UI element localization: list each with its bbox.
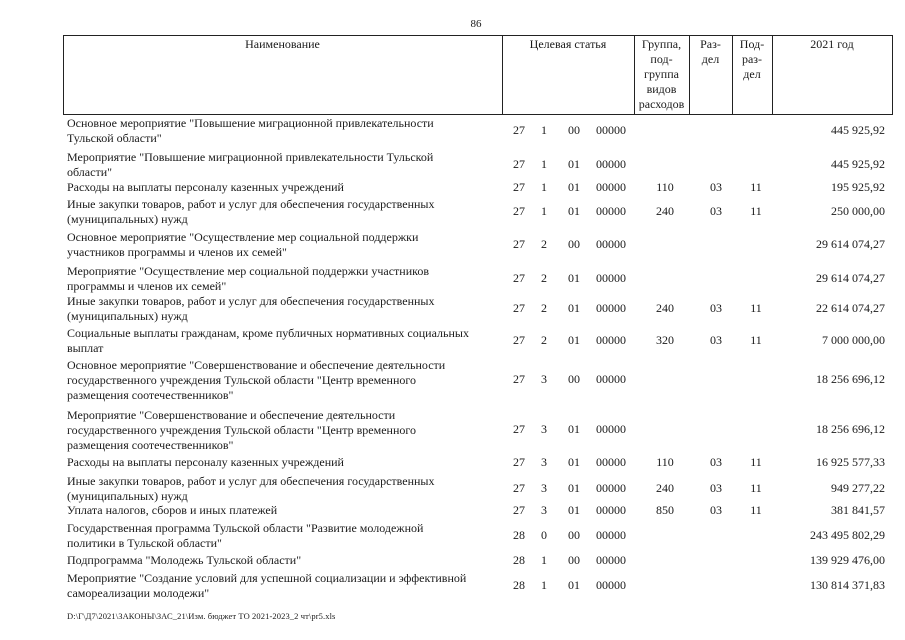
cell-subsection: 11 [750,481,762,495]
row-name-line: Расходы на выплаты персоналу казенных учреждений [67,455,344,469]
row-name-line: (муниципальных) нужд [67,309,188,323]
cell-amount: 195 925,92 [831,180,885,194]
cell-amount: 139 929 476,00 [810,553,885,567]
row-name [67,326,512,356]
row-name-line: Уплата налогов, сборов и иных платежей [67,503,278,517]
cell-program: 27 [513,237,525,251]
cell-section: 03 [710,204,722,218]
cell-group: 110 [656,455,674,469]
cell-code: 00000 [596,180,626,194]
cell-subprogram: 2 [541,301,547,315]
header-group-line: под- [650,52,673,66]
cell-subprogram: 3 [541,481,547,495]
cell-section: 03 [710,180,722,194]
cell-code: 00000 [596,204,626,218]
cell-subsection: 11 [750,180,762,194]
cell-subprogram: 1 [541,180,547,194]
row-name [67,474,512,504]
cell-section: 03 [710,481,722,495]
row-name [67,571,512,601]
cell-code: 00000 [596,578,626,592]
header-group-line: расходов [638,97,685,111]
cell-subprogram: 2 [541,237,547,251]
row-name [67,408,512,453]
row-name-line: Иные закупки товаров, работ и услуг для обеспечения государственных [67,474,435,488]
cell-code: 00000 [596,157,626,171]
row-name [67,521,512,551]
cell-amount: 445 925,92 [831,123,885,137]
table-row [0,408,905,453]
header-year: 2021 год [810,37,854,51]
header-group-line: Группа, [641,37,682,51]
header-group-line: группа [644,67,679,81]
cell-group: 320 [656,333,674,347]
row-name-line: (муниципальных) нужд [67,212,188,226]
cell-program: 27 [513,455,525,469]
cell-measure: 01 [568,204,580,218]
cell-amount: 445 925,92 [831,157,885,171]
cell-measure: 00 [568,528,580,542]
table-row [0,264,905,294]
cell-program: 27 [513,301,525,315]
cell-program: 27 [513,481,525,495]
header-subsection-line: раз- [741,52,763,66]
cell-measure: 00 [568,553,580,567]
table-row [0,503,905,518]
cell-code: 00000 [596,237,626,251]
cell-group: 110 [656,180,674,194]
cell-section: 03 [710,301,722,315]
cell-section: 03 [710,455,722,469]
table-row [0,474,905,504]
row-name [67,358,512,403]
cell-measure: 01 [568,455,580,469]
header-subsection-line: дел [743,67,761,81]
row-name [67,180,512,195]
cell-group: 240 [656,301,674,315]
cell-program: 27 [513,271,525,285]
table-row [0,180,905,195]
table-row [0,116,905,146]
table-row [0,571,905,601]
row-name [67,503,512,518]
cell-measure: 01 [568,481,580,495]
cell-code: 00000 [596,123,626,137]
cell-measure: 01 [568,301,580,315]
cell-program: 27 [513,157,525,171]
cell-program: 27 [513,123,525,137]
cell-amount: 250 000,00 [831,204,885,218]
row-name [67,116,512,146]
cell-program: 27 [513,372,525,386]
cell-code: 00000 [596,271,626,285]
cell-subsection: 11 [750,301,762,315]
cell-program: 27 [513,503,525,517]
cell-subprogram: 1 [541,553,547,567]
cell-subprogram: 3 [541,455,547,469]
cell-measure: 00 [568,237,580,251]
row-name [67,294,512,324]
cell-program: 27 [513,333,525,347]
cell-section: 03 [710,333,722,347]
table-row [0,358,905,403]
row-name-line: Иные закупки товаров, работ и услуг для обеспечения государственных [67,197,435,211]
cell-measure: 01 [568,578,580,592]
cell-measure: 00 [568,372,580,386]
cell-section: 03 [710,503,722,517]
row-name-line: Мероприятие "Совершенствование и обеспечение деятельности [67,408,396,422]
table-row [0,455,905,470]
cell-code: 00000 [596,503,626,517]
header-section-line: Раз- [700,37,721,51]
row-name-line: Расходы на выплаты персоналу казенных учреждений [67,180,344,194]
cell-subprogram: 3 [541,372,547,386]
cell-subsection: 11 [750,204,762,218]
table-row [0,553,905,568]
row-name-line: выплат [67,341,104,355]
row-name [67,197,512,227]
row-name [67,264,512,294]
cell-program: 27 [513,204,525,218]
file-path-footer: D:\Г\Д7\2021\ЗАКОНЫ\ЗАС_21\Изм. бюджет ТО 2021-2023_2 чт\pr5.xls [67,611,336,621]
cell-group: 850 [656,503,674,517]
cell-code: 00000 [596,528,626,542]
row-name-line: Основное мероприятие "Осуществление мер социальной поддержки [67,230,419,244]
cell-amount: 16 925 577,33 [816,455,885,469]
cell-amount: 29 614 074,27 [816,271,885,285]
row-name-line: Иные закупки товаров, работ и услуг для обеспечения государственных [67,294,435,308]
cell-subprogram: 2 [541,333,547,347]
row-name-line: области" [67,165,113,179]
cell-subprogram: 2 [541,271,547,285]
row-name-line: Мероприятие "Создание условий для успешной социализации и эффективной [67,571,467,585]
cell-group: 240 [656,204,674,218]
cell-amount: 243 495 802,29 [810,528,885,542]
cell-amount: 22 614 074,27 [816,301,885,315]
row-name-line: Тульской области" [67,131,162,145]
row-name-line: Социальные выплаты гражданам, кроме публичных нормативных социальных [67,326,469,340]
cell-amount: 381 841,57 [831,503,885,517]
row-name-line: государственного учреждения Тульской области "Центр временного [67,373,417,387]
cell-measure: 01 [568,271,580,285]
cell-subprogram: 1 [541,123,547,137]
row-name-line: размещения соотечественников" [67,438,234,452]
cell-measure: 01 [568,180,580,194]
table-row [0,521,905,551]
cell-program: 28 [513,553,525,567]
row-name-line: (муниципальных) нужд [67,489,188,503]
row-name [67,553,512,568]
cell-amount: 130 814 371,83 [810,578,885,592]
cell-subprogram: 1 [541,578,547,592]
row-name-line: самореализации молодежи" [67,586,210,600]
cell-measure: 01 [568,333,580,347]
header-group-line: видов [646,82,677,96]
cell-amount: 18 256 696,12 [816,372,885,386]
row-name-line: Мероприятие "Повышение миграционной привлекательности Тульской [67,150,434,164]
table-row [0,150,905,180]
cell-subsection: 11 [750,333,762,347]
header-target: Целевая статья [529,37,607,51]
row-name [67,455,512,470]
row-name-line: программы и членов их семей" [67,279,227,293]
row-name-line: государственного учреждения Тульской области "Центр временного [67,423,417,437]
cell-group: 240 [656,481,674,495]
cell-subprogram: 3 [541,503,547,517]
cell-measure: 01 [568,503,580,517]
row-name-line: Мероприятие "Осуществление мер социальной поддержки участников [67,264,429,278]
page-number: 86 [470,18,482,30]
cell-amount: 18 256 696,12 [816,422,885,436]
row-name-line: Государственная программа Тульской области "Развитие молодежной [67,521,424,535]
cell-measure: 01 [568,157,580,171]
cell-program: 28 [513,578,525,592]
header-name: Наименование [245,37,320,51]
cell-code: 00000 [596,481,626,495]
row-name-line: политики в Тульской области" [67,536,222,550]
row-name-line: Подпрограмма "Молодежь Тульской области" [67,553,302,567]
cell-program: 27 [513,180,525,194]
header-section-line: дел [701,52,720,66]
cell-measure: 01 [568,422,580,436]
row-name-line: Основное мероприятие "Совершенствование и обеспечение деятельности [67,358,446,372]
cell-code: 00000 [596,372,626,386]
cell-subprogram: 0 [541,528,547,542]
cell-program: 28 [513,528,525,542]
header-subsection-line: Под- [739,37,765,51]
row-name [67,230,512,260]
table-row [0,230,905,260]
row-name-line: участников программы и членов их семей" [67,245,287,259]
cell-code: 00000 [596,553,626,567]
cell-subsection: 11 [750,503,762,517]
cell-subprogram: 3 [541,422,547,436]
cell-program: 27 [513,422,525,436]
cell-subsection: 11 [750,455,762,469]
cell-code: 00000 [596,455,626,469]
cell-subprogram: 1 [541,157,547,171]
cell-measure: 00 [568,123,580,137]
cell-amount: 7 000 000,00 [822,333,885,347]
row-name-line: Основное мероприятие "Повышение миграционной привлекательности [67,116,434,130]
row-name [67,150,512,180]
table-row [0,294,905,324]
cell-code: 00000 [596,333,626,347]
cell-subprogram: 1 [541,204,547,218]
row-name-line: размещения соотечественников" [67,388,234,402]
cell-code: 00000 [596,301,626,315]
table-row [0,197,905,227]
table-row [0,326,905,356]
cell-amount: 949 277,22 [831,481,885,495]
cell-amount: 29 614 074,27 [816,237,885,251]
cell-code: 00000 [596,422,626,436]
